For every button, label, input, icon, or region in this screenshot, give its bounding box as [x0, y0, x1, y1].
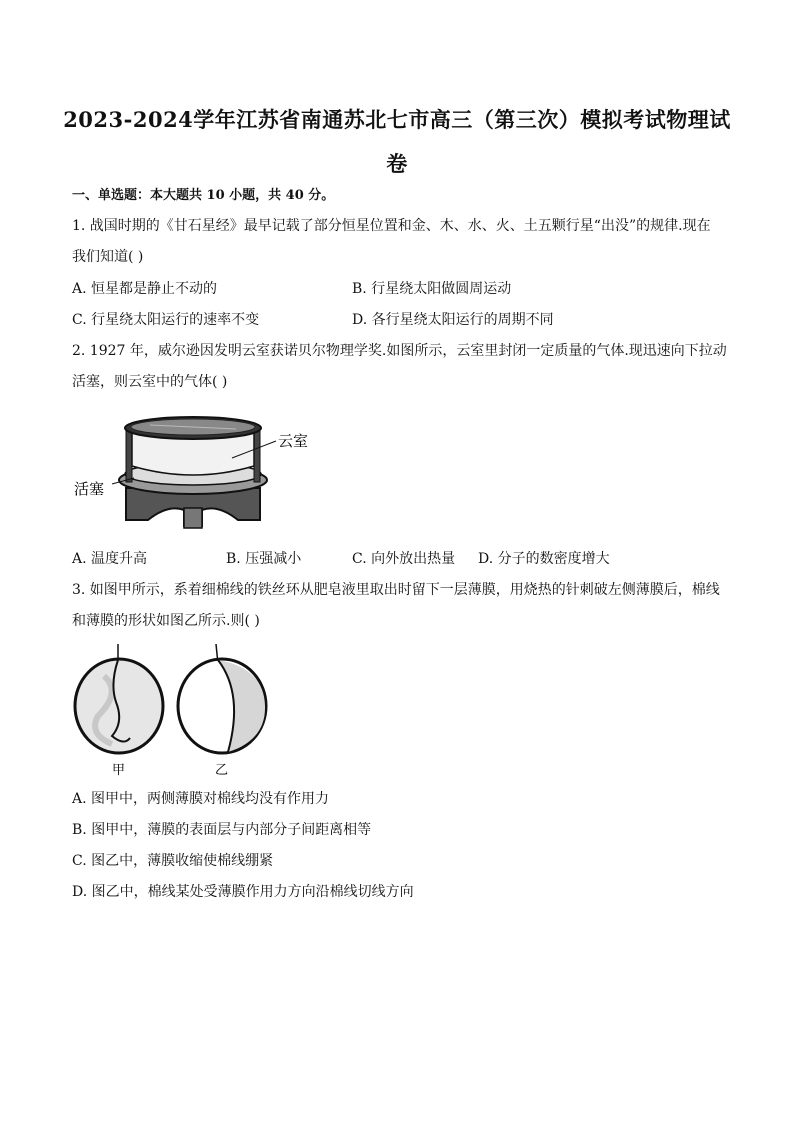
- q3-option-d[interactable]: D. 图乙中，棉线某处受薄膜作用力方向沿棉线切线方向: [72, 884, 414, 900]
- q3-option-a[interactable]: A. 图甲中，两侧薄膜对棉线均没有作用力: [72, 791, 330, 807]
- left-wire-ring: [75, 659, 163, 753]
- exam-title: [60, 98, 734, 186]
- right-post: [254, 430, 260, 482]
- q2-option-c[interactable]: C. 向外放出热量: [352, 551, 456, 567]
- left-post: [126, 430, 132, 482]
- section-heading: 一、单选题：本大题共 10 小题，共 40 分。: [72, 188, 335, 203]
- q1-stem-line-1: 1. 战国时期的《甘石星经》最早记载了部分恒星位置和金、木、水、火、土五颗行星“出没”的规律.现在: [72, 218, 711, 234]
- cloud-chamber-figure: [72, 408, 332, 538]
- piston-rod: [184, 508, 202, 528]
- q1-stem-line-2: 我们知道( ): [72, 249, 144, 265]
- q3-stem-line-1: 3. 如图甲所示，系着细棉线的铁丝环从肥皂液里取出时留下一层薄膜，用烧热的针刺破左侧薄膜后，棉线: [72, 582, 720, 598]
- figure-label-right: 乙: [215, 763, 229, 778]
- chamber-label: 云室: [278, 432, 309, 450]
- q2-stem-line-2: 活塞，则云室中的气体( ): [72, 374, 228, 390]
- q1-option-b[interactable]: B. 行星绕太阳做圆周运动: [352, 281, 512, 297]
- q3-stem-line-2: 和薄膜的形状如图乙所示.则( ): [72, 613, 260, 629]
- q2-option-b[interactable]: B. 压强减小: [226, 551, 302, 567]
- piston-label: 活塞: [74, 480, 105, 498]
- q1-option-c[interactable]: C. 行星绕太阳运行的速率不变: [72, 312, 260, 328]
- figure-label-left: 甲: [112, 763, 126, 778]
- title-line-2: 卷: [386, 151, 408, 176]
- q2-option-d[interactable]: D. 分子的数密度增大: [478, 551, 610, 567]
- q1-option-a[interactable]: A. 恒星都是静止不动的: [72, 281, 218, 297]
- q2-stem-line-1: 2. 1927 年，威尔逊因发明云室获诺贝尔物理学奖.如图所示，云室里封闭一定质量的气体.现迅速向下拉动: [72, 343, 727, 359]
- q1-option-d[interactable]: D. 各行星绕太阳运行的周期不同: [352, 312, 554, 328]
- soap-film-figure: [72, 644, 272, 780]
- q3-option-b[interactable]: B. 图甲中，薄膜的表面层与内部分子间距离相等: [72, 822, 372, 838]
- q2-option-a[interactable]: A. 温度升高: [72, 551, 148, 567]
- q3-option-c[interactable]: C. 图乙中，薄膜收缩使棉线绷紧: [72, 853, 274, 869]
- title-line-1: 2023-2024学年江苏省南通苏北七市高三（第三次）模拟考试物理试: [63, 107, 731, 132]
